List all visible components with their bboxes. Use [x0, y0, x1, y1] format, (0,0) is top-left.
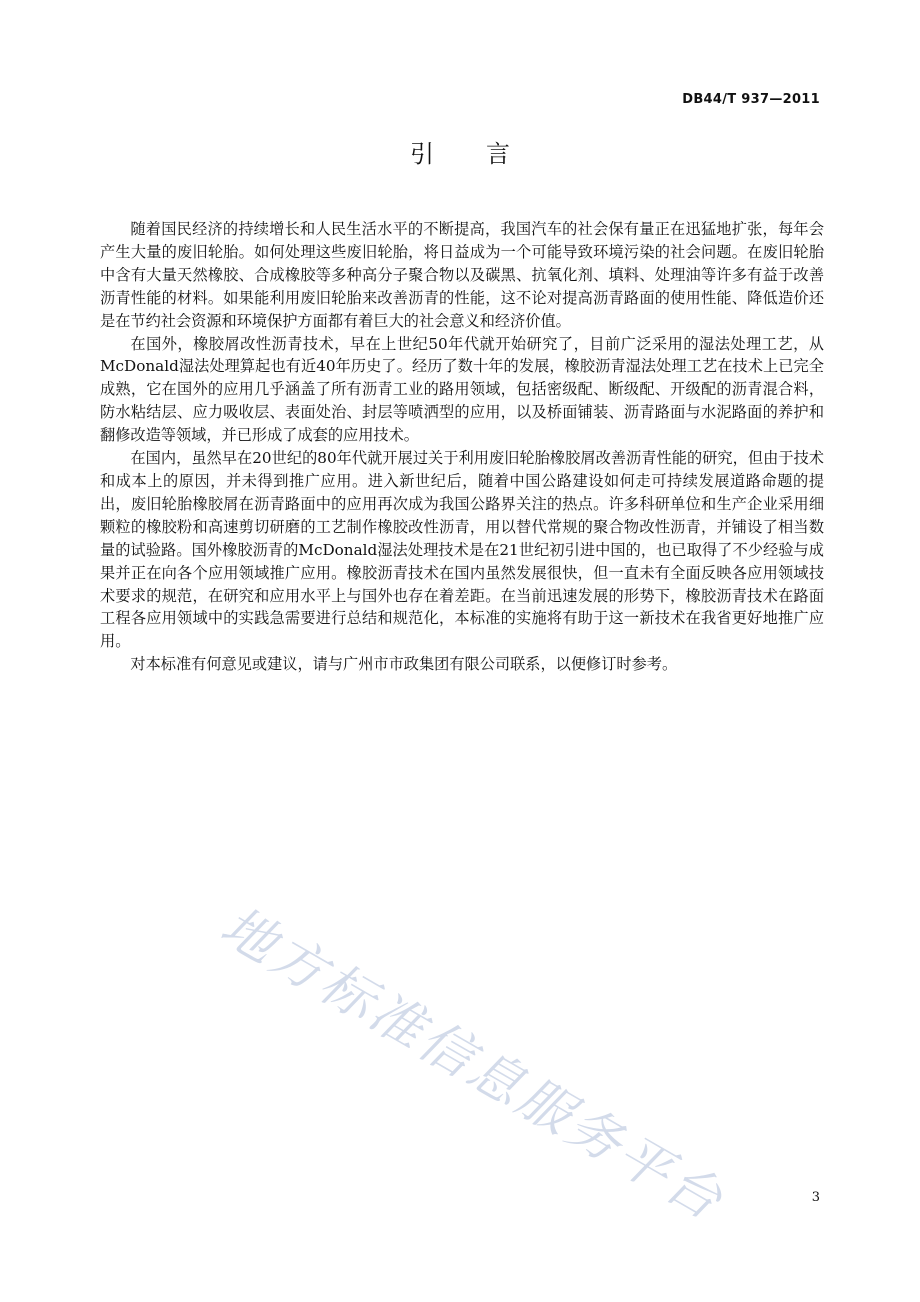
watermark: 地方标准信息服务平台 [210, 895, 735, 1234]
page-number: 3 [811, 1190, 820, 1205]
paragraph-1: 随着国民经济的持续增长和人民生活水平的不断提高，我国汽车的社会保有量正在迅猛地扩张，每年会产生大量的废旧轮胎。如何处理这些废旧轮胎，将日益成为一个可能导致环境污染的社会问题。在废旧轮胎中含有大量天然橡胶、合成橡胶等多种高分子聚合物以及碳黑、抗氧化剂、填料、处理油等许多有益于改善沥青性能的材料。如果能利用废旧轮胎来改善沥青的性能，这不论对提高沥青路面的使用性能、降低造价还是在节约社会资源和环境保护方面都有着巨大的社会意义和经济价值。 [100, 220, 824, 330]
page-title [0, 134, 920, 169]
document-code: DB44/T 937—2011 [682, 92, 820, 107]
paragraph-3: 在国内，虽然早在20世纪的80年代就开展过关于利用废旧轮胎橡胶屑改善沥青性能的研究，但由于技术和成本上的原因，并未得到推广应用。进入新世纪后，随着中国公路建设如何走可持续发展道路命题的提出，废旧轮胎橡胶屑在沥青路面中的应用再次成为我国公路界关注的热点。许多科研单位和生产企业采用细颗粒的橡胶粉和高速剪切研磨的工艺制作橡胶改性沥青，用以替代常规的聚合物改性沥青，并铺设了相当数量的试验路。国外橡胶沥青的McDonald湿法处理技术是在21世纪初引进中国的，也已取得了不少经验与成果并正在向各个应用领域推广应用。橡胶沥青技术在国内虽然发展很快，但一直未有全面反映各应用领域技术要求的规范，在研究和应用水平上与国外也存在着差距。在当前迅速发展的形势下，橡胶沥青技术在路面工程各应用领域中的实践急需要进行总结和规范化，本标准的实施将有助于这一新技术在我省更好地推广应用。 [100, 449, 824, 651]
introduction-body [100, 218, 824, 676]
paragraph-2: 在国外，橡胶屑改性沥青技术，早在上世纪50年代就开始研究了，目前广泛采用的湿法处理工艺，从McDonald湿法处理算起也有近40年历史了。经历了数十年的发展，橡胶沥青湿法处理工艺在技术上已完全成熟，它在国外的应用几乎涵盖了所有沥青工业的路用领域，包括密级配、断级配、开级配的沥青混合料，防水粘结层、应力吸收层、表面处治、封层等喷洒型的应用，以及桥面铺装、沥青路面与水泥路面的养护和翻修改造等领域，并已形成了成套的应用技术。 [100, 334, 824, 445]
paragraph-4: 对本标准有何意见或建议，请与广州市市政集团有限公司联系，以便修订时参考。 [130, 655, 678, 674]
page-title-char-2: 言 [486, 140, 510, 168]
page-title-char-1: 引 [410, 140, 434, 168]
